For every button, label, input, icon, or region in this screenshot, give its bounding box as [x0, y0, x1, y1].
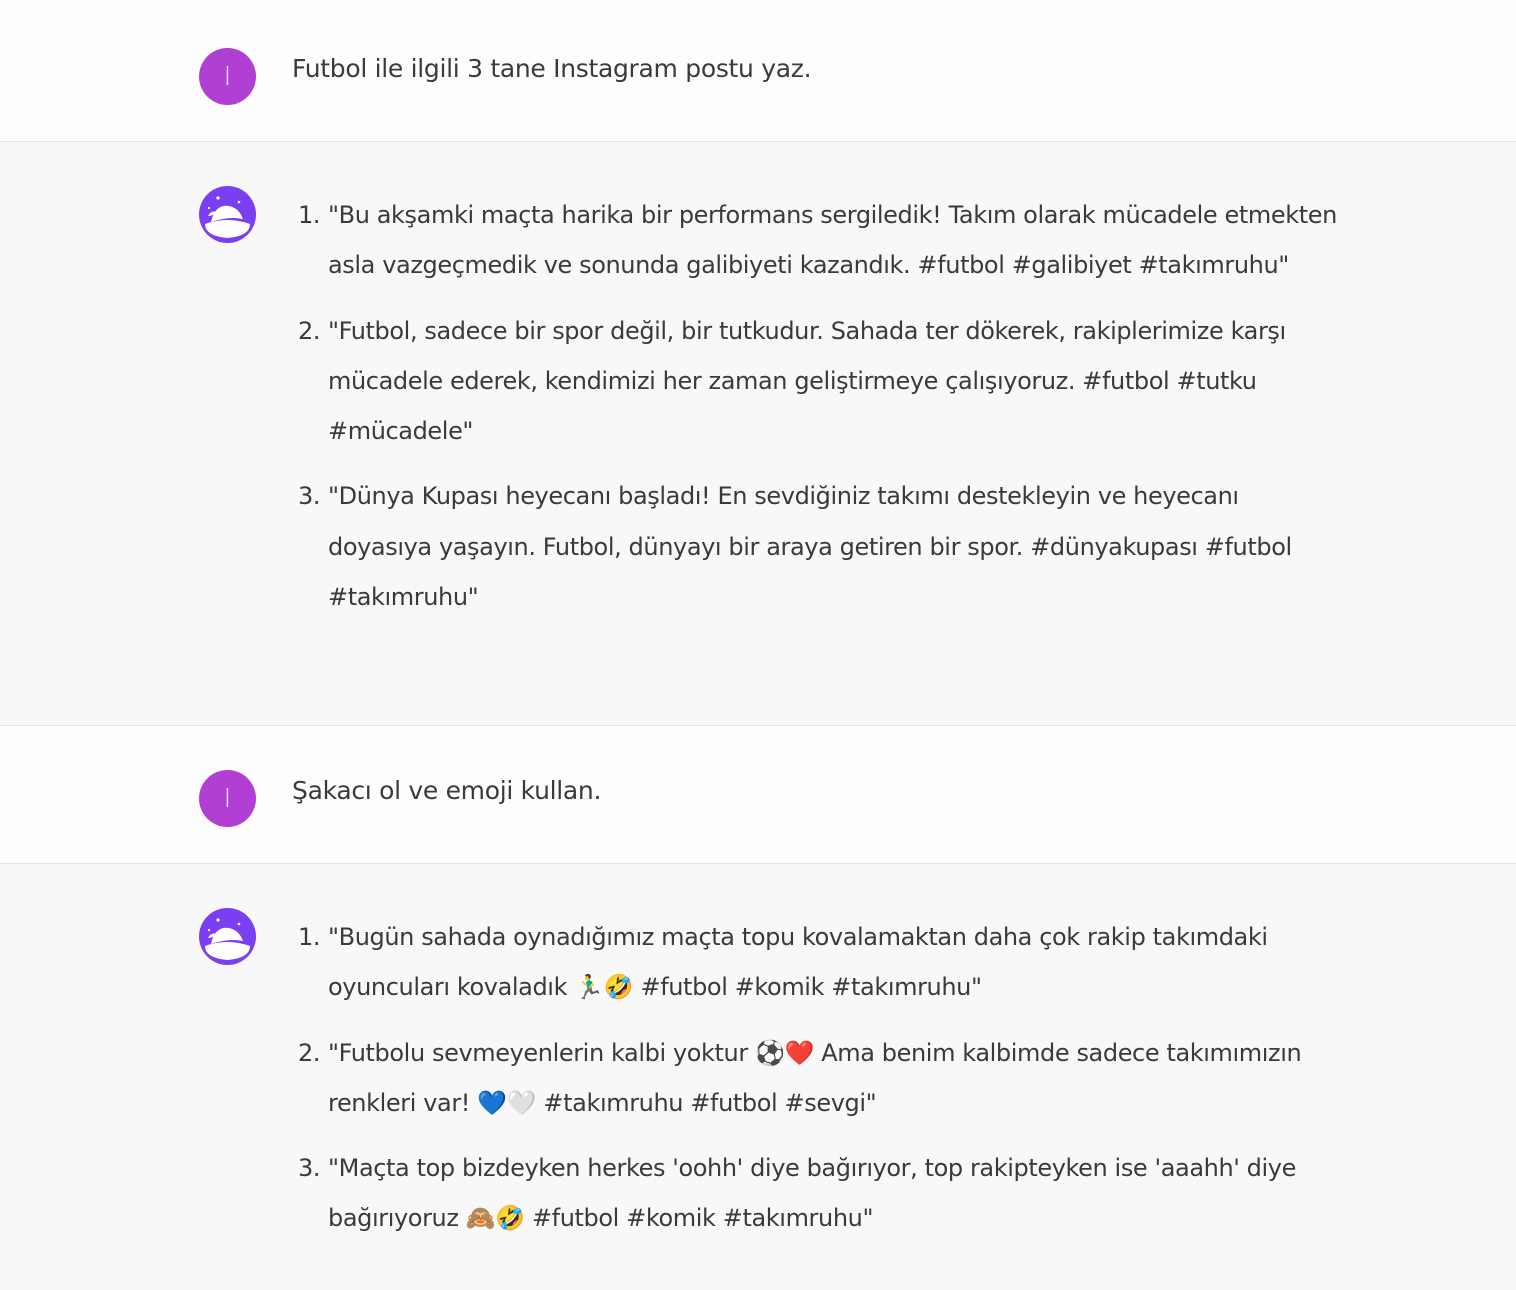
- user-avatar: [199, 48, 256, 105]
- list-item: [298, 1028, 1338, 1129]
- list-item: [298, 912, 1338, 1013]
- list-item-text: "Futbol, sadece bir spor değil, bir tutkudur. Sahada ter dökerek, rakiplerimize karşı mücadele ederek, kendimizi her zaman geliştirmeye çalışıyoruz. #futbol #tutku #mücadele": [328, 316, 1286, 446]
- answer-list: [298, 190, 1338, 637]
- list-item-number: 1.: [298, 201, 321, 229]
- user-message-text: Futbol ile ilgili 3 tane Instagram postu yaz.: [292, 54, 812, 83]
- user-message: [0, 726, 1516, 864]
- wizard-hat-icon: [199, 908, 256, 965]
- list-item-text: "Maçta top bizdeyken herkes 'oohh' diye bağırıyor, top rakipteyken ise 'aaahh' diye bağırıyoruz 🙈🤣 #futbol #komik #takımruhu": [328, 1154, 1296, 1233]
- list-item-text: "Bu akşamki maçta harika bir performans sergiledik! Takım olarak mücadele etmekten asla vazgeçmedik ve sonunda galibiyeti kazandık. #futbol #galibiyet #takımruhu": [328, 201, 1337, 280]
- user-avatar-letter: I: [223, 783, 232, 814]
- list-item: [298, 190, 1338, 291]
- user-message-text: Şakacı ol ve emoji kullan.: [292, 776, 602, 805]
- list-item-number: 3.: [298, 1154, 321, 1183]
- assistant-message: [0, 142, 1516, 726]
- list-item-number: 2.: [298, 316, 321, 345]
- list-item: [298, 471, 1338, 622]
- list-item: [298, 306, 1338, 457]
- user-avatar: [199, 770, 256, 827]
- list-item-text: "Bugün sahada oynadığımız maçta topu kovalamaktan daha çok rakip takımdaki oyuncuları kovaladık 🏃‍♂️🤣 #futbol #komik #takımruhu": [328, 923, 1268, 1002]
- list-item: [298, 1143, 1338, 1244]
- list-item-number: 1.: [298, 923, 321, 951]
- list-item-number: 3.: [298, 482, 321, 511]
- assistant-message: [0, 864, 1516, 1290]
- list-item-text: "Dünya Kupası heyecanı başladı! En sevdiğiniz takımı destekleyin ve heyecanı doyasıya yaşayın. Futbol, dünyayı bir araya getiren bir spor. #dünyakupası #futbol #takımruhu": [328, 482, 1292, 612]
- answer-list: [298, 912, 1338, 1259]
- list-item-text: "Futbolu sevmeyenlerin kalbi yoktur ⚽❤️ Ama benim kalbimde sadece takımımızın renkleri var! 💙🤍 #takımruhu #futbol #sevgi": [328, 1038, 1302, 1117]
- wizard-hat-icon: [199, 186, 256, 243]
- list-item-number: 2.: [298, 1038, 321, 1067]
- user-message: [0, 0, 1516, 142]
- user-avatar-letter: I: [223, 61, 232, 92]
